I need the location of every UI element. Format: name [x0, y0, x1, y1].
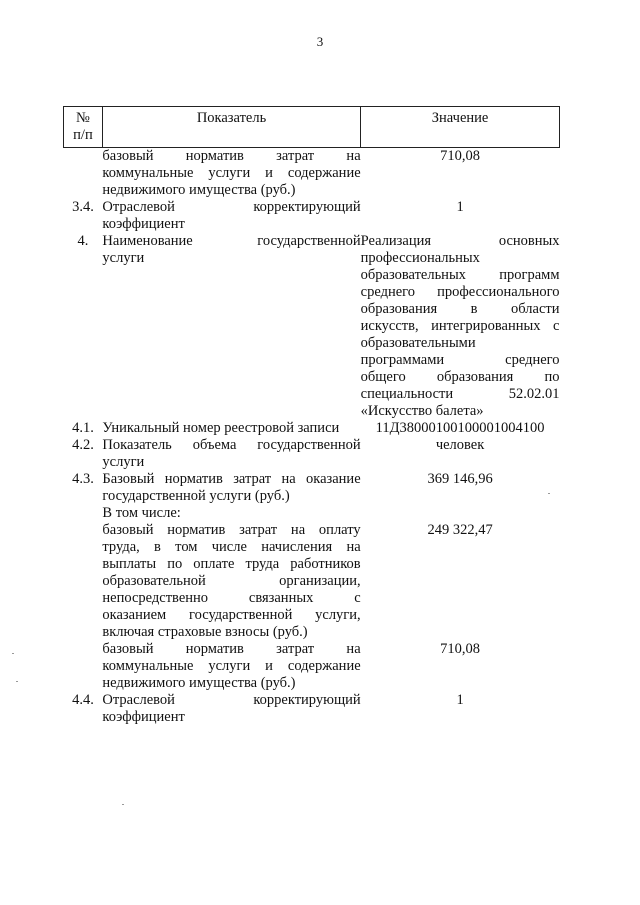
row-value: 710,08: [440, 148, 480, 164]
value-line: общего образования по: [360, 369, 560, 385]
row-indicator: [102, 233, 360, 420]
table-row: [64, 199, 560, 233]
row-value: 369 146,96: [427, 471, 493, 487]
row-value: 249 322,47: [427, 522, 493, 538]
value-line: Реализация основных: [360, 233, 560, 249]
table-row: [64, 692, 560, 726]
row-value-service-name: [361, 233, 560, 420]
row-indicator: [102, 471, 360, 505]
table-row: [64, 505, 560, 522]
row-number: 4.4.: [72, 692, 94, 708]
value-line: образовательными: [360, 335, 476, 351]
row-indicator: [102, 199, 360, 233]
header-number: [64, 107, 103, 148]
indicator-line: недвижимого имущества (руб.): [102, 675, 296, 691]
indicator-line: коэффициент: [102, 216, 185, 232]
row-indicator: [102, 692, 360, 726]
scan-speck: [16, 681, 18, 682]
indicator-line: Базовый норматив затрат на оказание: [102, 471, 361, 487]
indicator-line: образовательной организации,: [102, 573, 361, 589]
indicators-table: [63, 106, 560, 726]
header-indicator: Показатель: [102, 107, 360, 148]
row-number: [64, 641, 103, 692]
indicator-line: государственной услуги (руб.): [102, 488, 290, 504]
table-header-row: [64, 107, 560, 148]
row-value: 11Д38000100100001004100: [375, 420, 545, 436]
indicator-line: базовый норматив затрат на: [102, 641, 361, 657]
value-line: образовательных программ: [360, 267, 560, 283]
table-row: [64, 641, 560, 692]
indicator-line: коммунальные услуги и содержание: [102, 165, 361, 181]
table-row: [64, 437, 560, 471]
value-line: программами среднего: [360, 352, 560, 368]
indicator-line: коммунальные услуги и содержание: [102, 658, 361, 674]
scan-speck: [548, 493, 550, 494]
indicator-line: базовый норматив затрат на: [102, 148, 361, 164]
indicator-line: недвижимого имущества (руб.): [102, 182, 296, 198]
row-value: [361, 505, 560, 522]
row-indicator: [102, 641, 360, 692]
indicator-line: непосредственно связанных с: [102, 590, 361, 606]
row-value: 1: [456, 692, 464, 708]
indicator-line: выплаты по оплате труда работников: [102, 556, 361, 572]
header-number-symbol: №: [76, 110, 90, 126]
indicator-line: включая страховые взносы (руб.): [102, 624, 308, 640]
indicator-line: Показатель объема государственной: [102, 437, 361, 453]
table-row: [64, 420, 560, 437]
header-value: Значение: [361, 107, 560, 148]
value-line: среднего профессионального: [360, 284, 560, 300]
table-row: [64, 148, 560, 200]
value-line: профессиональных: [360, 250, 480, 266]
row-number: 4.: [77, 233, 89, 249]
indicator-line: Наименование государственной: [102, 233, 361, 249]
value-line: «Искусство балета»: [360, 403, 484, 419]
row-value: человек: [435, 437, 485, 453]
table-row: [64, 471, 560, 505]
table-row: [64, 233, 560, 420]
value-line: образования в области: [360, 301, 560, 317]
indicator-line: услуги: [102, 454, 145, 470]
indicator-line: базовый норматив затрат на оплату: [102, 522, 361, 538]
indicator-line: Отраслевой корректирующий: [102, 199, 361, 215]
indicator-line: оказанием государственной услуги,: [102, 607, 361, 623]
page-number: 3: [316, 34, 324, 49]
scan-speck: [122, 804, 124, 805]
indicator-line: Отраслевой корректирующий: [102, 692, 361, 708]
row-indicator: В том числе:: [102, 505, 181, 521]
value-line: специальности 52.02.01: [360, 386, 560, 402]
indicator-line: услуги: [102, 250, 145, 266]
row-indicator: [102, 522, 360, 641]
row-indicator: Уникальный номер реестровой записи: [102, 420, 340, 436]
row-number: 4.1.: [72, 420, 94, 436]
row-value: 1: [456, 199, 464, 215]
row-indicator: [102, 148, 360, 200]
scan-speck: [12, 653, 14, 654]
row-number: 3.4.: [72, 199, 94, 215]
table-row: [64, 522, 560, 641]
row-number: 4.3.: [72, 471, 94, 487]
row-number: [64, 505, 103, 522]
indicator-line: труда, в том числе начисления на: [102, 539, 361, 555]
row-value: 710,08: [440, 641, 480, 657]
indicator-line: коэффициент: [102, 709, 185, 725]
row-number: 4.2.: [72, 437, 94, 453]
row-indicator: [102, 437, 360, 471]
value-line: искусств, интегрированных с: [360, 318, 560, 334]
header-number-abbr: п/п: [73, 127, 93, 143]
row-number: [64, 148, 103, 200]
row-number: [64, 522, 103, 641]
